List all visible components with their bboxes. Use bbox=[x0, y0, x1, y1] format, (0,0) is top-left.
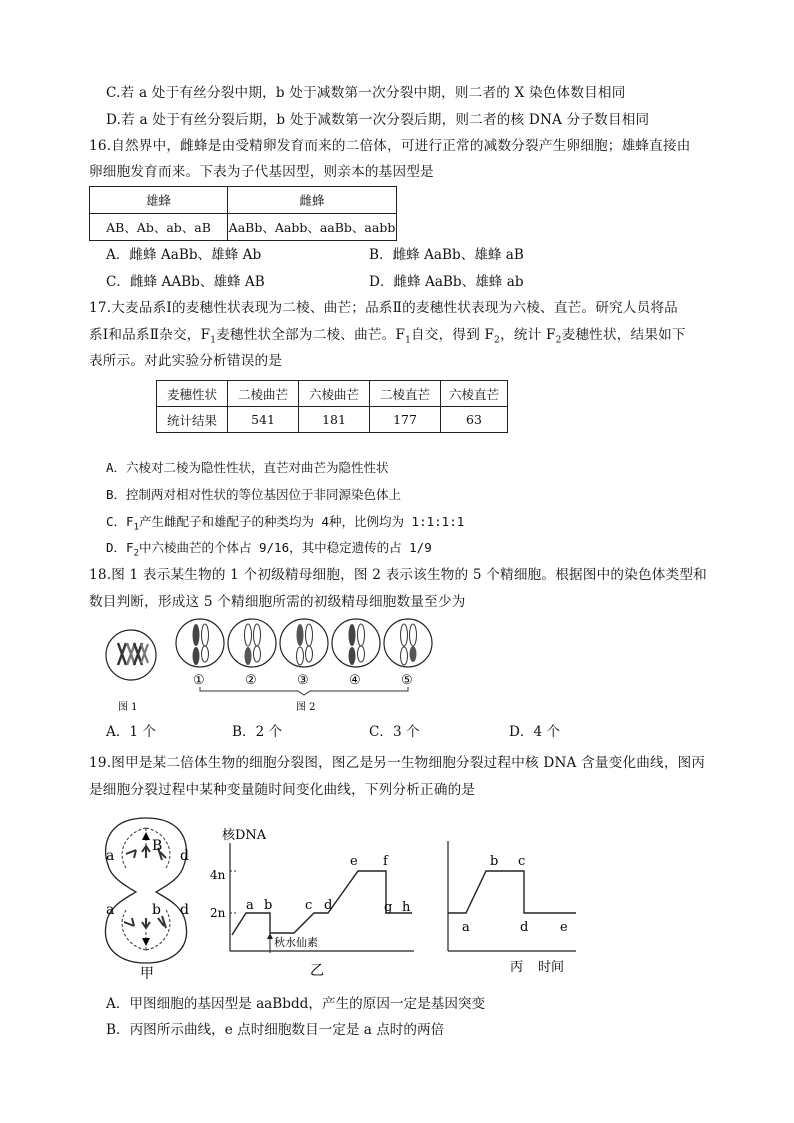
table-cell: 63 bbox=[441, 407, 508, 433]
figure1-cell bbox=[106, 630, 156, 680]
q16-option-a: A．雌蜂 AaBb、雄蜂 Ab bbox=[106, 247, 262, 263]
q16-option-b: B．雌蜂 AaBb、雄蜂 aB bbox=[369, 247, 524, 263]
cell-number: ① bbox=[193, 673, 205, 688]
q19-option-a: A．甲图细胞的基因型是 aaBbdd，产生的原因一定是基因突变 bbox=[106, 996, 486, 1012]
gene-label: B bbox=[152, 838, 163, 854]
figure-caption: 丙 bbox=[510, 960, 524, 975]
gene-label: a bbox=[106, 848, 115, 864]
figure-caption: 乙 bbox=[310, 963, 324, 979]
spermatid-4 bbox=[332, 619, 380, 667]
q17-stem-line1: 17.大麦品系Ⅰ的麦穗性状表现为二棱、曲芒；品系Ⅱ的麦穗性状表现为六棱、直芒。研究人员将品 bbox=[89, 300, 678, 316]
figure2-label: 图 2 bbox=[296, 702, 316, 713]
point-label: f bbox=[383, 854, 388, 869]
point-label: a bbox=[246, 898, 254, 913]
figure-caption: 甲 bbox=[140, 966, 154, 980]
q16-stem-line2: 卵细胞发育而来。下表为子代基因型，则亲本的基因型是 bbox=[89, 164, 434, 180]
table-cell: 统计结果 bbox=[157, 407, 228, 433]
spermatid-2 bbox=[228, 619, 276, 667]
q18-option-c: C．3 个 bbox=[369, 724, 420, 740]
point-label: h bbox=[402, 900, 411, 915]
point-label: d bbox=[324, 898, 333, 913]
figure-bing bbox=[440, 835, 585, 975]
table-cell: 541 bbox=[228, 407, 299, 433]
q18-stem-line1: 18.图 1 表示某生物的 1 个初级精母细胞，图 2 表示该生物的 5 个精细胞。根据图中的染色体类型和 bbox=[89, 567, 707, 583]
point-label: c bbox=[518, 854, 526, 869]
q17-option-d: D．$F_2$中六棱曲芒的个体占 9/16，其中稳定遗传的占 1/9 bbox=[106, 540, 432, 559]
variable-curve bbox=[448, 871, 576, 913]
table-header: 雄蜂 bbox=[90, 187, 228, 214]
q15-option-c: C.若 a 处于有丝分裂中期，b 处于减数第一次分裂中期，则二者的 X 染色体数目相同 bbox=[106, 85, 626, 101]
q18-figure bbox=[96, 613, 446, 713]
table-cell: 177 bbox=[370, 407, 441, 433]
q18-option-b: B．2 个 bbox=[232, 724, 283, 740]
q17-stem-line2: 系Ⅰ和品系Ⅱ杂交，$F_1$麦穗性状全部为二棱、曲芒。$F_1$自交，得到 $F_2$，统计 $F_2$麦穗性状，结果如下 bbox=[89, 327, 686, 346]
q19-option-b: B．丙图所示曲线，e 点时细胞数目一定是 a 点时的两倍 bbox=[106, 1022, 445, 1038]
point-label: b bbox=[490, 854, 499, 869]
q18-option-a: A．1 个 bbox=[106, 724, 156, 740]
table-header: 二棱曲芒 bbox=[228, 381, 299, 407]
spermatid-1 bbox=[176, 619, 224, 667]
point-label: a bbox=[462, 920, 470, 935]
cell-number: ③ bbox=[297, 673, 309, 688]
colchicine-label: 秋水仙素 bbox=[274, 936, 318, 949]
q18-option-d: D．4 个 bbox=[509, 724, 561, 740]
table-header: 六棱曲芒 bbox=[299, 381, 370, 407]
table-cell: AB、Ab、ab、aB bbox=[90, 214, 228, 241]
point-label: d bbox=[520, 920, 529, 935]
q16-genotype-table bbox=[89, 186, 397, 241]
q17-result-table bbox=[156, 380, 508, 433]
figure1-label: 图 1 bbox=[118, 702, 138, 713]
q16-stem-line1: 16.自然界中，雌蜂是由受精卵发育而来的二倍体，可进行正常的减数分裂产生卵细胞；雄蜂直接由 bbox=[89, 138, 691, 154]
cell-number: ⑤ bbox=[401, 673, 413, 688]
gene-label: b bbox=[152, 902, 161, 918]
q17-option-c: C．$F_1$产生雌配子和雄配子的种类均为 4种，比例均为 1:1:1:1 bbox=[106, 514, 465, 533]
q18-stem-line2: 数目判断，形成这 5 个精细胞所需的初级精母细胞数量至少为 bbox=[89, 594, 466, 610]
table-header: 六棱直芒 bbox=[441, 381, 508, 407]
gene-label: d bbox=[180, 848, 189, 864]
table-header: 二棱直芒 bbox=[370, 381, 441, 407]
spermatid-5 bbox=[384, 619, 432, 667]
figure-jia bbox=[96, 810, 196, 980]
table-cell: 181 bbox=[299, 407, 370, 433]
cell-number: ④ bbox=[349, 673, 361, 688]
gene-label: d bbox=[180, 902, 189, 918]
q19-stem-line2: 是细胞分裂过程中某种变量随时间变化曲线，下列分析正确的是 bbox=[89, 782, 476, 798]
q16-option-d: D．雌蜂 AaBb、雄蜂 ab bbox=[369, 274, 524, 290]
q19-stem-line1: 19.图甲是某二倍体生物的细胞分裂图，图乙是另一生物细胞分裂过程中核 DNA 含量变化曲线，图丙 bbox=[89, 755, 706, 771]
point-label: g bbox=[384, 900, 393, 915]
point-label: b bbox=[264, 898, 273, 913]
brace bbox=[200, 687, 408, 695]
q17-option-a: A．六棱对二棱为隐性性状，直芒对曲芒为隐性性状 bbox=[106, 460, 389, 475]
q15-option-d: D.若 a 处于有丝分裂后期，b 处于减数第一次分裂后期，则二者的核 DNA 分子数目相同 bbox=[106, 112, 650, 128]
spermatid-3 bbox=[280, 619, 328, 667]
figure-yi bbox=[210, 825, 422, 980]
table-header: 麦穗性状 bbox=[157, 381, 228, 407]
q17-stem-line3: 表所示。对此实验分析错误的是 bbox=[89, 353, 283, 369]
point-label: e bbox=[350, 854, 358, 869]
table-cell: AaBb、Aabb、aaBb、aabb bbox=[228, 214, 397, 241]
point-label: e bbox=[560, 920, 568, 935]
table-header: 雌蜂 bbox=[228, 187, 397, 214]
gene-label: a bbox=[106, 902, 115, 918]
y-tick: 2n bbox=[210, 906, 226, 920]
point-label: c bbox=[305, 898, 313, 913]
y-tick: 4n bbox=[210, 868, 226, 882]
y-axis-label: 核DNA bbox=[222, 828, 267, 843]
q17-option-b: B．控制两对相对性状的等位基因位于非同源染色体上 bbox=[106, 487, 402, 502]
q16-option-c: C．雌蜂 AABb、雄蜂 AB bbox=[106, 274, 265, 290]
x-axis-label: 时间 bbox=[538, 960, 565, 975]
cell-number: ② bbox=[245, 673, 257, 688]
